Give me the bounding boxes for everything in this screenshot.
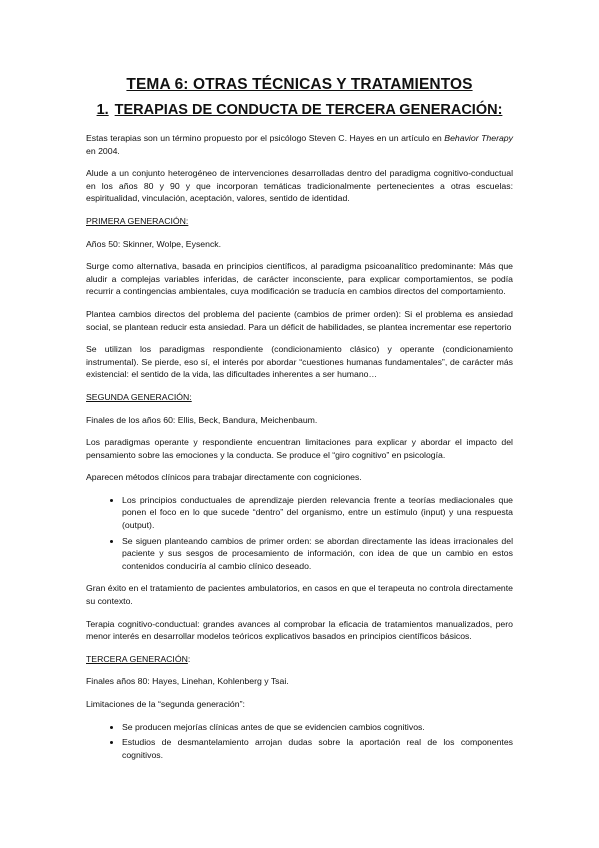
segunda-p2: Los paradigmas operante y respondiente encuentran limitaciones para explicar y abordar el impacto del pensamiento sobre las emociones y la conducta. Se produce el “giro cognitivo” en psicología.: [86, 437, 513, 460]
segunda-p3: Aparecen métodos clínicos para trabajar directamente con cogniciones.: [86, 472, 362, 483]
tercera-label: TERCERA GENERACIÓN: [86, 653, 188, 664]
primera-p3: Plantea cambios directos del problema del paciente (cambios de primer orden): Si el problema es ansiedad social, se plantean reducir esta ansiedad. Para un déficit de habilidades, se plantea incrementar ese repertorio: [86, 308, 513, 332]
tercera-bullet-list: [86, 721, 513, 762]
segunda-p4: Gran éxito en el tratamiento de pacientes ambulatorios, en casos en que el terapeuta no controla directamente su contexto.: [86, 583, 513, 607]
primera-p2: Surge como alternativa, basada en principios científicos, al paradigma psicoanalítico predominante: Más que aludir a complejas variables inferidas, de carácter inconsciente, para explicar comportamientos, se podía recurrir a contingencias ambientales, cuya modificación se traducía en cambios directos del comportamiento.: [86, 261, 513, 297]
segunda-bullet-list: [86, 494, 513, 573]
primera-label: PRIMERA GENERACIÓN:: [86, 215, 189, 226]
tercera-label-suffix: :: [187, 653, 191, 664]
journal-name: Behavior Therapy: [444, 133, 513, 143]
intro2-paragraph: Alude a un conjunto heterogéneo de intervenciones desarrolladas dentro del paradigma cognitivo-conductual en los años 80 y 90 y que incorporan temáticas tradicionalmente pertenecientes a otras escuelas: espiritualidad, vinculación, aceptación, valores, sentido de identidad.: [86, 168, 513, 204]
intro-text-b: en 2004.: [86, 145, 120, 156]
section-heading: [86, 102, 513, 118]
segunda-p1: Finales de los años 60: Ellis, Beck, Bandura, Meichenbaum.: [86, 414, 318, 425]
list-item: • Se siguen planteando cambios de primer orden: se abordan directamente las ideas irracionales del paciente y sus sesgos de procesamiento de información, con idea de que un cambio en estos contenidos conduciría al cambio clínico deseado.: [122, 535, 513, 573]
segunda-label: SEGUNDA GENERACIÓN:: [86, 391, 192, 402]
tercera-p1: Finales años 80: Hayes, Linehan, Kohlenberg y Tsai.: [86, 676, 289, 687]
list-item: • Se producen mejorías clínicas antes de que se evidencien cambios cognitivos.: [122, 721, 513, 734]
primera-p1: Años 50: Skinner, Wolpe, Eysenck.: [86, 238, 222, 249]
list-item: • Estudios de desmantelamiento arrojan dudas sobre la aportación real de los componentes cognitivos.: [122, 736, 513, 761]
section-title: TERAPIAS DE CONDUCTA DE TERCERA GENERACIÓN:: [114, 102, 503, 118]
list-item: • Los principios conductuales de aprendizaje pierden relevancia frente a teorías mediacionales que ponen el foco en lo que sucede “dentro” del organismo, entre un estímulo (input) y una respuesta (output).: [122, 494, 513, 532]
page-title: TEMA 6: OTRAS TÉCNICAS Y TRATAMIENTOS: [126, 76, 473, 93]
intro-text-a: Estas terapias son un término propuesto por el psicólogo Steven C. Hayes en un artículo en: [86, 133, 445, 143]
tercera-p2: Limitaciones de la “segunda generación”:: [86, 699, 245, 709]
primera-p4: Se utilizan los paradigmas respondiente (condicionamiento clásico) y operante (condicionamiento instrumental). Se pierde, eso sí, el interés por abordar “cuestiones humanas fundamentales”, de carácter más existencial: el sentido de la vida, las dificultades inherentes a ser humano…: [86, 344, 513, 380]
tercera-label-line: [86, 653, 513, 666]
intro-paragraph: [86, 132, 513, 157]
section-number: 1.: [96, 102, 109, 118]
segunda-p5: Terapia cognitivo-conductual: grandes avances al comprobar la eficacia de tratamientos manualizados, pero menor interés en desarrollar modelos teóricos explicativos basados en principios científicos básicos.: [86, 618, 513, 642]
